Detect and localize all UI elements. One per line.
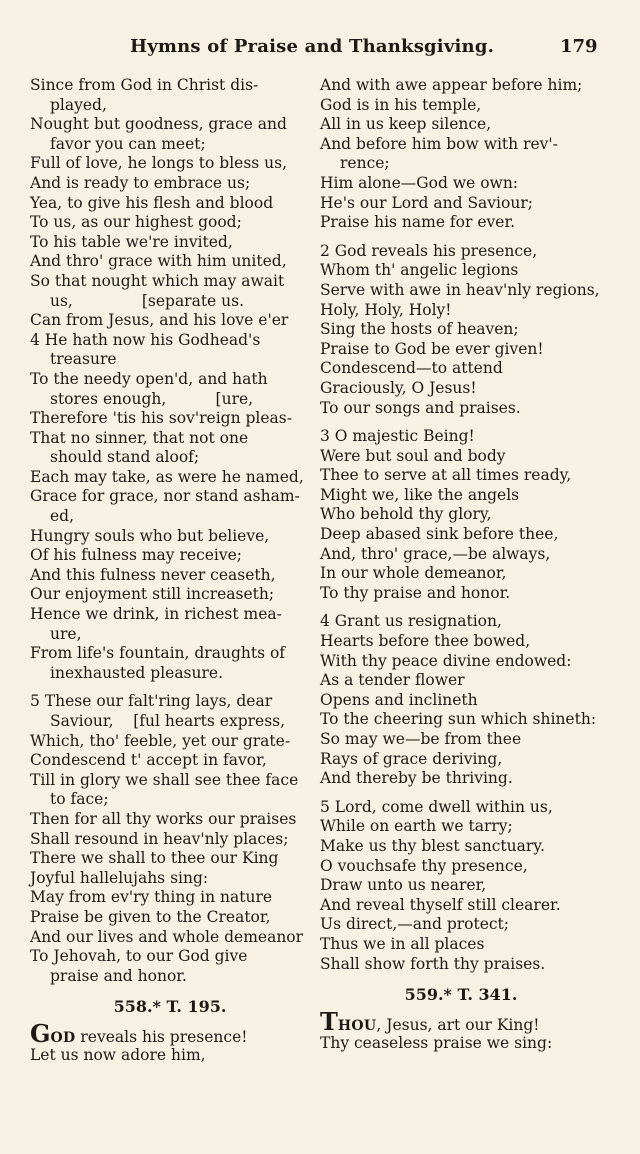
verse-line: Our enjoyment still increaseth;	[30, 585, 275, 604]
hymn-559-heading: 559.* T. 341.	[404, 985, 518, 1005]
verse-line: As a tender flower	[320, 671, 465, 690]
verse-line: Hungry souls who but believe,	[30, 526, 270, 545]
verse-line: Shall show forth thy praises.	[320, 954, 546, 973]
verse-line: Then for all thy works our praises	[30, 809, 297, 828]
page-number: 179	[560, 36, 598, 57]
verse-line: Joyful hallelujahs sing:	[30, 868, 209, 887]
verse-line: God is in his temple,	[320, 95, 482, 114]
verse-line: So that nought which may await	[30, 271, 285, 290]
verse-line: There we shall to thee our King	[30, 849, 279, 868]
verse-line: Of his fulness may receive;	[30, 546, 243, 565]
hymn-558-stanza-4	[320, 612, 602, 788]
hymn-557-stanza-3-continued	[30, 76, 310, 331]
verse-line: Holy, Holy, Holy!	[320, 300, 452, 319]
verse-line: Praise be given to the Creator,	[30, 907, 271, 926]
verse-line: Sing the hosts of heaven;	[320, 320, 519, 339]
verse-line: 3 O majestic Being!	[320, 427, 475, 446]
verse-line: Might we, like the angels	[320, 485, 520, 504]
verse-line: Deep abased sink before thee,	[320, 525, 559, 544]
verse-line: 4 Grant us resignation,	[320, 612, 502, 631]
verse-line: All in us keep silence,	[320, 115, 492, 134]
initial-capital: T	[320, 1007, 338, 1037]
verse-line: With thy peace divine endowed:	[320, 651, 572, 670]
verse-line: And this fulness never ceaseth,	[30, 565, 276, 584]
verse-line: Praise to God be ever given!	[320, 339, 544, 358]
verse-line: Thy ceaseless praise we sing:	[320, 1034, 553, 1053]
verse-line: Make us thy blest sanctuary.	[320, 836, 545, 855]
verse-line: So may we—be from thee	[320, 730, 522, 748]
verse-line: Serve with awe in heav'nly regions,	[320, 280, 600, 299]
verse-line: Let us now adore him,	[30, 1046, 206, 1065]
hymn-558-stanza-2	[320, 242, 602, 418]
hymn-558-stanza-3	[320, 427, 602, 603]
hymn-559-first-line	[320, 1007, 602, 1037]
running-title: Hymns of Praise and Thanksgiving.	[130, 36, 495, 57]
verse-line: To his table we're invited,	[30, 232, 233, 251]
verse-line: And before him bow with rev'-	[320, 134, 558, 153]
verse-line: Draw unto us nearer,	[320, 876, 487, 895]
verse-line: should stand aloof;	[50, 448, 200, 467]
small-caps-word: HOU	[337, 1018, 377, 1035]
verse-line: And is ready to embrace us;	[30, 173, 251, 192]
verse-line: To us, as our highest good;	[30, 213, 242, 232]
verse-line: 2 God reveals his presence,	[320, 241, 538, 260]
verse-line: us, [separate us.	[50, 291, 245, 310]
verse-line: Us direct,—and protect;	[320, 915, 510, 934]
first-line-text: reveals his presence!	[75, 1028, 248, 1047]
verse-line: favor you can meet;	[50, 134, 206, 153]
verse-line: 4 He hath now his Godhead's	[30, 330, 261, 349]
verse-line: inexhausted pleasure.	[50, 663, 224, 682]
verse-line: played,	[50, 95, 107, 114]
verse-line: Opens and inclineth	[320, 690, 478, 709]
verse-line: Grace for grace, nor stand asham-	[30, 487, 300, 506]
verse-line: O vouchsafe thy presence,	[320, 856, 528, 875]
verse-line: Graciously, O Jesus!	[320, 378, 477, 397]
verse-line: Therefore 'tis his sov'reign pleas-	[30, 409, 292, 428]
verse-line: ed,	[50, 507, 75, 526]
verse-line: Were but soul and body	[320, 446, 506, 465]
verse-line: Since from God in Christ dis-	[30, 76, 259, 94]
verse-line: Praise his name for ever.	[320, 213, 516, 232]
initial-capital: G	[30, 1019, 51, 1049]
hymn-558-heading: 558.* T. 195.	[113, 997, 227, 1017]
hymn-557-stanza-4	[30, 331, 310, 684]
verse-line: And thereby be thriving.	[320, 769, 513, 788]
verse-line: Thus we in all places	[320, 934, 485, 953]
verse-line: And reveal thyself still clearer.	[320, 895, 561, 914]
left-column	[30, 76, 310, 1066]
verse-line: That no sinner, that not one	[30, 428, 249, 447]
verse-line: To the needy open'd, and hath	[30, 369, 268, 388]
verse-line: to face;	[50, 790, 109, 809]
verse-line: Whom th' angelic legions	[320, 261, 519, 280]
verse-line: 5 These our falt'ring lays, dear	[30, 692, 273, 711]
verse-line: Each may take, as were he named,	[30, 467, 304, 486]
verse-line: Yea, to give his flesh and blood	[30, 193, 274, 212]
verse-line: And with awe appear before him;	[320, 76, 583, 94]
verse-line: stores enough, [ure,	[50, 389, 254, 408]
verse-line: To the cheering sun which shineth:	[320, 710, 597, 729]
verse-line: And, thro' grace,—be always,	[320, 544, 551, 563]
verse-line: Saviour, [ful hearts express,	[50, 712, 286, 730]
hymn-558-stanza-1-continued	[320, 76, 602, 233]
verse-line: Rays of grace deriving,	[320, 749, 503, 768]
verse-line: May from ev'ry thing in nature	[30, 888, 273, 907]
verse-line: Condescend—to attend	[320, 359, 503, 378]
verse-line: In our whole demeanor,	[320, 564, 507, 583]
verse-line: Nought but goodness, grace and	[30, 115, 287, 134]
hymn-558-stanza-5	[320, 798, 602, 974]
verse-line: While on earth we tarry;	[320, 817, 513, 836]
verse-line: Hearts before thee bowed,	[320, 632, 531, 651]
verse-line: praise and honor.	[50, 966, 187, 985]
verse-line: treasure	[50, 350, 117, 369]
verse-line: Which, tho' feeble, yet our grate-	[30, 731, 291, 750]
hymn-557-stanza-5	[30, 692, 310, 986]
verse-line: rence;	[340, 154, 390, 173]
verse-line: Till in glory we shall see thee face	[30, 770, 299, 789]
verse-line: He's our Lord and Saviour;	[320, 193, 533, 212]
verse-line: To our songs and praises.	[320, 398, 521, 417]
verse-line: Shall resound in heav'nly places;	[30, 829, 289, 848]
verse-line: Hence we drink, in richest mea-	[30, 605, 282, 624]
running-head	[0, 36, 640, 66]
small-caps-word: OD	[50, 1030, 76, 1047]
verse-line: To Jehovah, to our God give	[30, 947, 248, 966]
verse-line: And thro' grace with him united,	[30, 252, 287, 271]
verse-line: Full of love, he longs to bless us,	[30, 154, 288, 173]
verse-line: To thy praise and honor.	[320, 583, 511, 602]
verse-line: ure,	[50, 624, 82, 643]
right-column	[320, 76, 602, 1054]
verse-line: Him alone—God we own:	[320, 173, 519, 192]
verse-line: From life's fountain, draughts of	[30, 644, 286, 663]
hymn-558-first-line	[30, 1019, 310, 1049]
first-line-text: , Jesus, art our King!	[376, 1016, 540, 1035]
verse-line: 5 Lord, come dwell within us,	[320, 797, 553, 816]
verse-line: And our lives and whole demeanor	[30, 927, 304, 946]
verse-line: Can from Jesus, and his love e'er	[30, 311, 289, 330]
verse-line: Thee to serve at all times ready,	[320, 466, 572, 485]
verse-line: Condescend t' accept in favor,	[30, 751, 267, 770]
verse-line: Who behold thy glory,	[320, 505, 492, 524]
